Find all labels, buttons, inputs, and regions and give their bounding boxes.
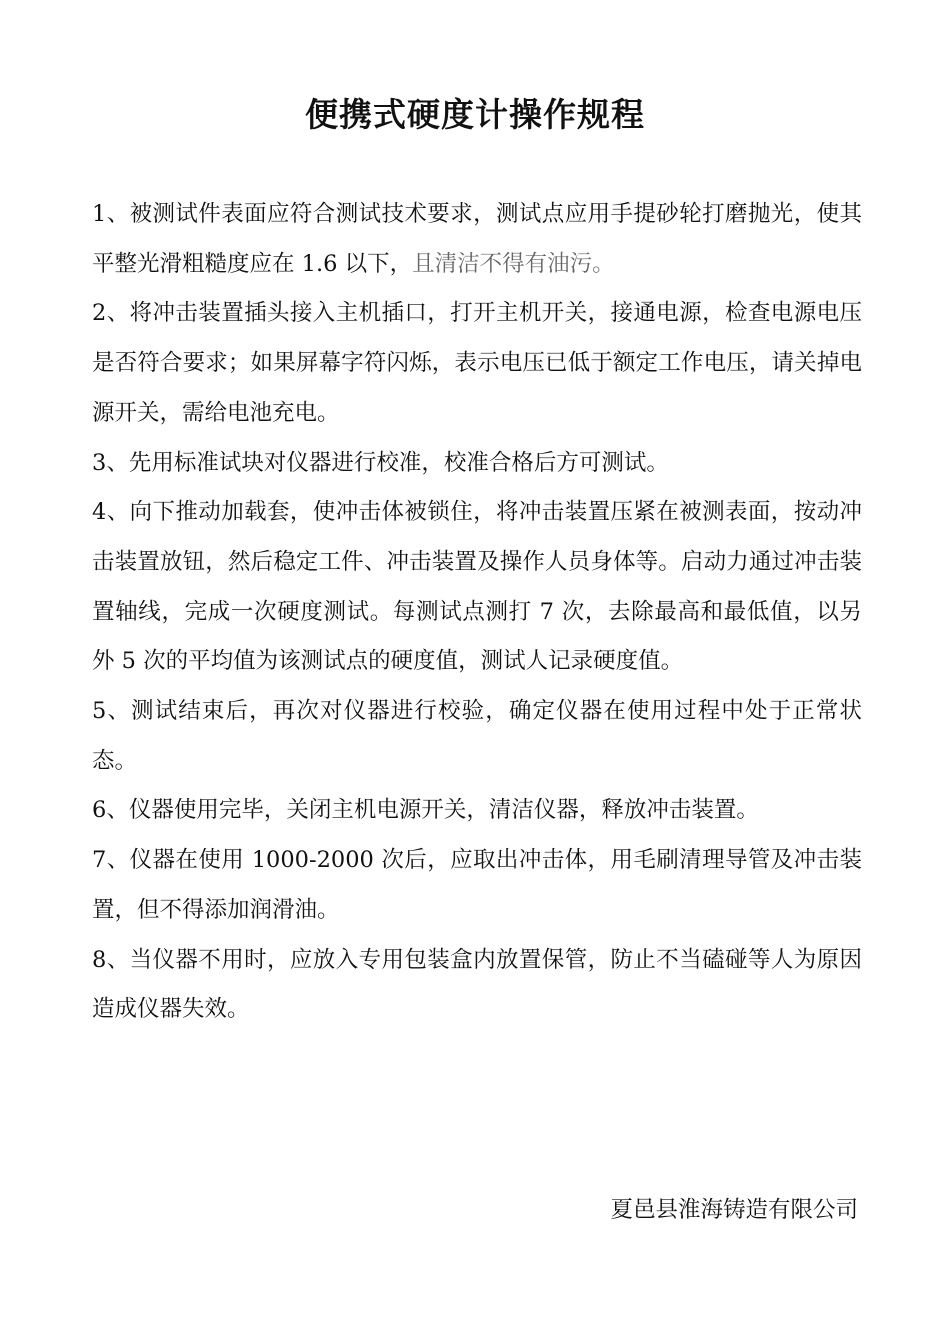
step-7: 7、仪器在使用 1000-2000 次后，应取出冲击体，用毛刷清理导管及冲击装置，但不得添加润滑油。 bbox=[92, 847, 862, 923]
step-3: 3、先用标准试块对仪器进行校准，校准合格后方可测试。 bbox=[92, 449, 669, 476]
step-1-text: 1、被测试件表面应符合测试技术要求，测试点应用手提砂轮打磨抛光，使其平整光滑粗糙度应在 1.6 以下， bbox=[92, 201, 862, 277]
step-8: 8、当仪器不用时，应放入专用包装盒内放置保管，防止不当磕碰等人为原因造成仪器失效。 bbox=[92, 946, 862, 1023]
step-6: 6、仪器使用完毕，关闭主机电源开关，清洁仪器，释放冲击装置。 bbox=[92, 797, 759, 824]
step-5: 5、测试结束后，再次对仪器进行校验，确定仪器在使用过程中处于正常状态。 bbox=[92, 698, 862, 774]
step-4: 4、向下推动加载套，使冲击体被锁住，将冲击装置压紧在被测表面，按动冲击装置放钮，然后稳定工件、冲击装置及操作人员身体等。启动力通过冲击装置轴线，完成一次硬度测试。每测试点测打 7 次，去除最高和最低值，以另外 5 次的平均值为该测试点的硬度值，测试人记录硬度值。 bbox=[92, 499, 862, 675]
step-1 bbox=[92, 190, 862, 289]
page-title: 便携式硬度计操作规程 bbox=[305, 95, 645, 134]
step-2: 2、将冲击装置插头接入主机插口，打开主机开关，接通电源，检查电源电压是否符合要求；如果屏幕字符闪烁，表示电压已低于额定工作电压，请关掉电源开关，需给电池充电。 bbox=[92, 300, 862, 426]
company-signature: 夏邑县淮海铸造有限公司 bbox=[610, 1197, 858, 1223]
step-1-text-faint: 且清洁不得有油污。 bbox=[412, 250, 615, 277]
procedure-body bbox=[92, 190, 862, 1035]
